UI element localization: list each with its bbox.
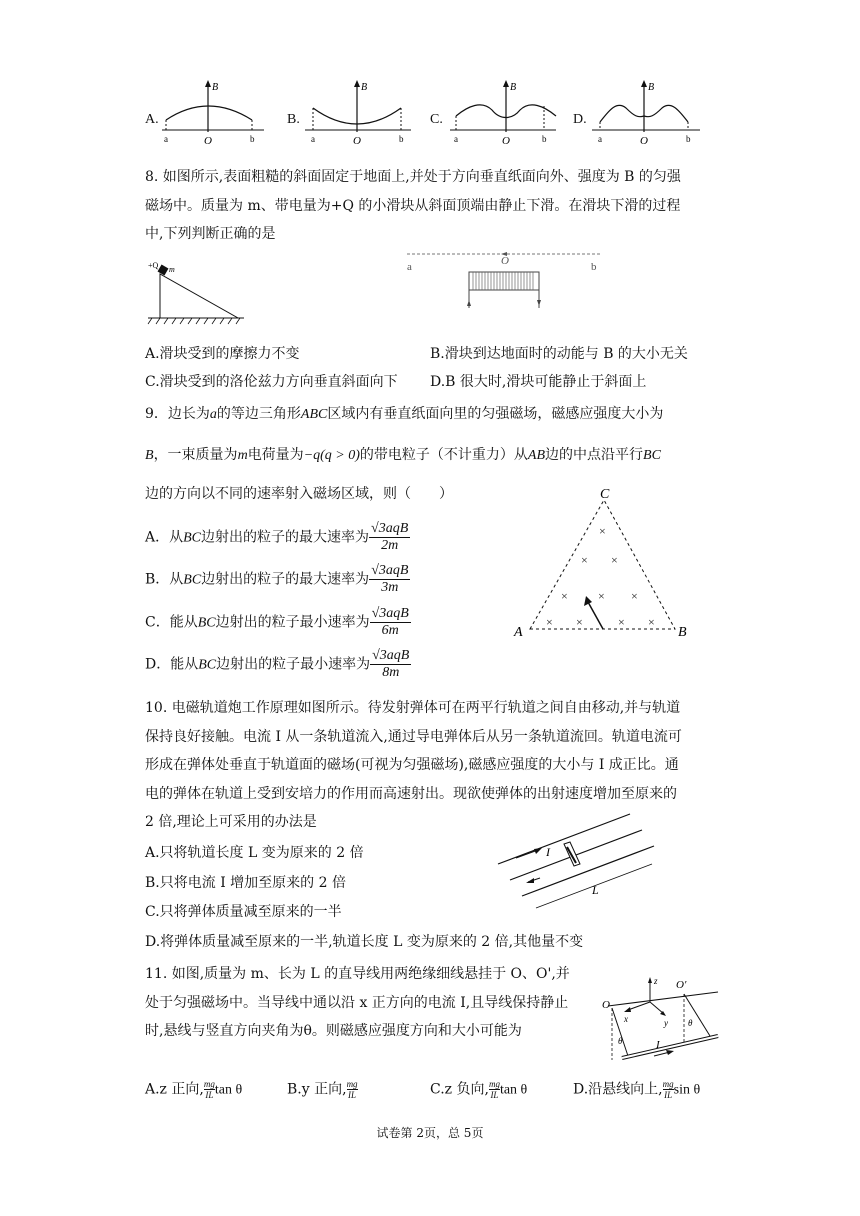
svg-text:×: × [546, 615, 553, 629]
q10-option-d: D.将弹体质量减至原来的一半,轨道长度 L 变为原来的 2 倍,其他量不变 [145, 934, 584, 950]
svg-text:I: I [656, 1039, 660, 1051]
svg-text:×: × [631, 589, 638, 603]
q9-stem-line2: B，一束质量为m电荷量为−q(q > 0)的带电粒子（不计重力）从AB边的中点沿平行BC [145, 447, 661, 463]
svg-text:O: O [501, 255, 509, 267]
svg-text:C: C [600, 487, 610, 502]
q10-option-a: A.只将轨道长度 L 变为原来的 2 倍 [145, 845, 364, 861]
q8-option-b: B.滑块到达地面时的动能与 B 的大小无关 [430, 346, 688, 362]
svg-text:O: O [204, 135, 212, 147]
q7-option-b-label: B. [287, 112, 300, 127]
q9-option-c: C．能从BC边射出的粒子最小速率为 $\frac{\text{√3aqB}}{6m}$ [145, 606, 409, 638]
q10-stem-line3: 形成在弹体处垂直于轨道面的磁场(可视为匀强磁场),磁感应强度的大小与 I 成正比。通 [145, 757, 679, 773]
q9-triangle-figure [508, 484, 698, 640]
svg-text:x: x [624, 1014, 628, 1024]
svg-text:O: O [353, 135, 361, 147]
q11-wire-figure [598, 974, 728, 1070]
svg-text:O: O [640, 135, 648, 147]
svg-text:m: m [169, 265, 175, 274]
q9-stem-line3: 边的方向以不同的速率射入磁场区域，则（ ） [145, 486, 453, 502]
svg-text:θ: θ [688, 1018, 693, 1028]
q11-option-b: B.y 正向, $\frac{mg}{IL}$ [287, 1079, 358, 1100]
q8-incline-figure [146, 258, 246, 326]
q8-option-c: C.滑块受到的洛伦兹力方向垂直斜面向下 [145, 374, 398, 390]
svg-text:b: b [591, 261, 597, 273]
svg-text:A: A [514, 625, 523, 640]
svg-text:θ: θ [618, 1036, 623, 1046]
svg-text:×: × [561, 589, 568, 603]
q11-stem-line2: 处于匀强磁场中。当导线中通以沿 x 正方向的电流 I,且导线保持静止 [145, 995, 569, 1011]
q10-stem-line1: 10. 电磁轨道炮工作原理如图所示。待发射弹体可在两平行轨道之间自由移动,并与轨道 [145, 700, 681, 716]
svg-text:×: × [611, 553, 618, 567]
svg-text:×: × [648, 615, 655, 629]
svg-text:a: a [598, 134, 602, 144]
q8-stem-line3: 中,下列判断正确的是 [145, 226, 276, 242]
q8-solenoid-figure [405, 248, 605, 320]
q8-stem-line1: 8. 如图所示,表面粗糙的斜面固定于地面上,并处于方向垂直纸面向外、强度为 B 的匀强 [145, 169, 681, 185]
svg-text:b: b [542, 134, 547, 144]
q11-option-d: D.沿悬线向上, $\frac{mg}{IL}$ sin θ [573, 1079, 701, 1100]
svg-text:z: z [654, 976, 658, 986]
svg-text:b: b [399, 134, 404, 144]
svg-text:×: × [576, 615, 583, 629]
svg-text:a: a [164, 134, 168, 144]
q11-option-c: C.z 负向, $\frac{mg}{IL}$ tan θ [430, 1079, 528, 1100]
q10-stem-line5: 2 倍,理论上可采用的办法是 [145, 814, 317, 830]
q7-graph-c [448, 78, 558, 150]
q9-option-a: A．从BC边射出的粒子的最大速率为 $\frac{\text{√3aqB}}{2m}$ [145, 521, 409, 553]
page-footer: 试卷第 2页，总 5页 [376, 1126, 484, 1140]
q7-graph-d [590, 78, 702, 150]
svg-text:a: a [407, 261, 412, 273]
q10-option-b: B.只将电流 I 增加至原来的 2 倍 [145, 875, 346, 891]
svg-text:b: b [250, 134, 255, 144]
q9-option-b: B．从BC边射出的粒子的最大速率为 $\frac{\text{√3aqB}}{3m}$ [145, 563, 409, 595]
svg-text:B: B [678, 625, 687, 640]
svg-text:O: O [602, 999, 610, 1011]
svg-text:B: B [648, 82, 655, 93]
q7-option-c-label: C. [430, 112, 443, 127]
svg-text:a: a [311, 134, 315, 144]
q7-option-a-label: A. [145, 112, 159, 127]
svg-text:B: B [212, 82, 219, 93]
svg-text:a: a [454, 134, 458, 144]
q8-option-a: A.滑块受到的摩擦力不变 [145, 346, 300, 362]
svg-text:×: × [581, 553, 588, 567]
svg-text:B: B [361, 82, 368, 93]
svg-text:O: O [502, 135, 510, 147]
q10-stem-line4: 电的弹体在轨道上受到安培力的作用而高速射出。现欲使弹体的出射速度增加至原来的 [145, 786, 677, 802]
q8-option-d: D.B 很大时,滑块可能静止于斜面上 [430, 374, 647, 390]
svg-text:y: y [664, 1018, 668, 1028]
q9-stem-line1: 9．边长为a的等边三角形ABC区域内有垂直纸面向里的匀强磁场，磁感应强度大小为 [145, 406, 664, 422]
q11-option-a: A.z 正向, $\frac{mg}{IL}$ tan θ [145, 1079, 243, 1100]
q10-stem-line2: 保持良好接触。电流 I 从一条轨道流入,通过导电弹体后从另一条轨道流回。轨道电流可 [145, 729, 682, 745]
q10-option-c: C.只将弹体质量减至原来的一半 [145, 904, 342, 920]
svg-text:b: b [686, 134, 691, 144]
q8-stem-line2: 磁场中。质量为 m、带电量为+Q 的小滑块从斜面顶端由静止下滑。在滑块下滑的过程 [145, 198, 681, 214]
q7-graph-b [303, 78, 413, 150]
q11-stem-line3: 时,悬线与竖直方向夹角为θ。则磁感应强度方向和大小可能为 [145, 1023, 522, 1039]
q11-stem-line1: 11. 如图,质量为 m、长为 L 的直导线用两绝缘细线悬挂于 O、O',并 [145, 966, 570, 982]
svg-text:×: × [598, 589, 605, 603]
q7-graph-a [160, 78, 266, 150]
svg-text:I: I [546, 845, 550, 859]
svg-text:+Q: +Q [148, 261, 159, 270]
q10-rail-figure [496, 812, 658, 912]
q9-option-d: D．能从BC边射出的粒子最小速率为 $\frac{\text{√3aqB}}{8m}$ [145, 648, 410, 680]
q7-option-d-label: D. [573, 112, 587, 127]
svg-text:L: L [592, 883, 599, 897]
svg-text:B: B [510, 82, 517, 93]
svg-text:×: × [599, 524, 606, 538]
svg-text:O′: O′ [676, 979, 687, 991]
svg-text:×: × [618, 615, 625, 629]
